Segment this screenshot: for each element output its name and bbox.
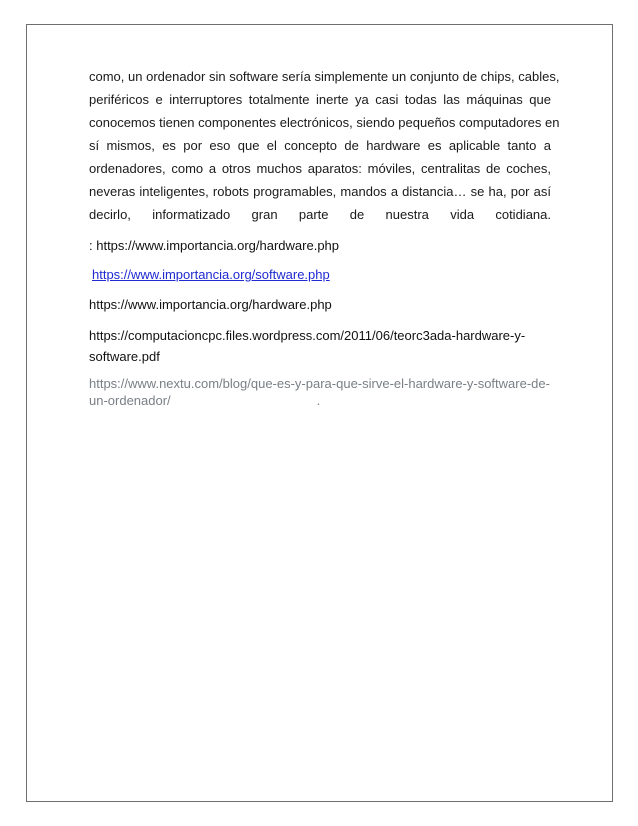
reference-line: software.pdf — [89, 349, 160, 364]
reference-item-software — [89, 265, 551, 285]
paragraph-line: como, un ordenador sin software sería simplemente un conjunto de chips, cables, — [89, 69, 560, 84]
paragraph-line: sí mismos, es por eso que el concepto de hardware es aplicable tanto a — [89, 138, 551, 153]
paragraph-line: neveras inteligentes, robots programables, mandos a distancia… se ha, por así — [89, 184, 551, 199]
trailing-period: . — [316, 393, 321, 408]
reference-item-hardware-2: https://www.importancia.org/hardware.php — [89, 297, 332, 312]
paragraph-line: conocemos tienen componentes electrónicos, siendo pequeños computadores en — [89, 115, 560, 130]
document-body — [89, 65, 560, 409]
reference-line-text: un-ordenador/ — [89, 393, 171, 408]
reference-item-computacioncpc — [89, 325, 551, 367]
paragraph-line: periféricos e interruptores totalmente inerte ya casi todas las máquinas que — [89, 92, 551, 107]
reference-line: https://www.nextu.com/blog/que-es-y-para-que-sirve-el-hardware-y-software-de- — [89, 376, 550, 391]
body-paragraph — [89, 65, 560, 226]
software-link[interactable]: https://www.importancia.org/software.php — [92, 267, 330, 282]
reference-item-nextu — [89, 375, 551, 409]
references-list — [89, 236, 551, 409]
reference-line: https://computacioncpc.files.wordpress.com/2011/06/teorc3ada-hardware-y- — [89, 328, 526, 343]
reference-item-hardware: : https://www.importancia.org/hardware.php — [89, 238, 340, 253]
paragraph-line: decirlo, informatizado gran parte de nuestra vida cotidiana. — [89, 207, 551, 222]
paragraph-line: ordenadores, como a otros muchos aparatos: móviles, centralitas de coches, — [89, 161, 551, 176]
reference-line — [89, 392, 551, 409]
